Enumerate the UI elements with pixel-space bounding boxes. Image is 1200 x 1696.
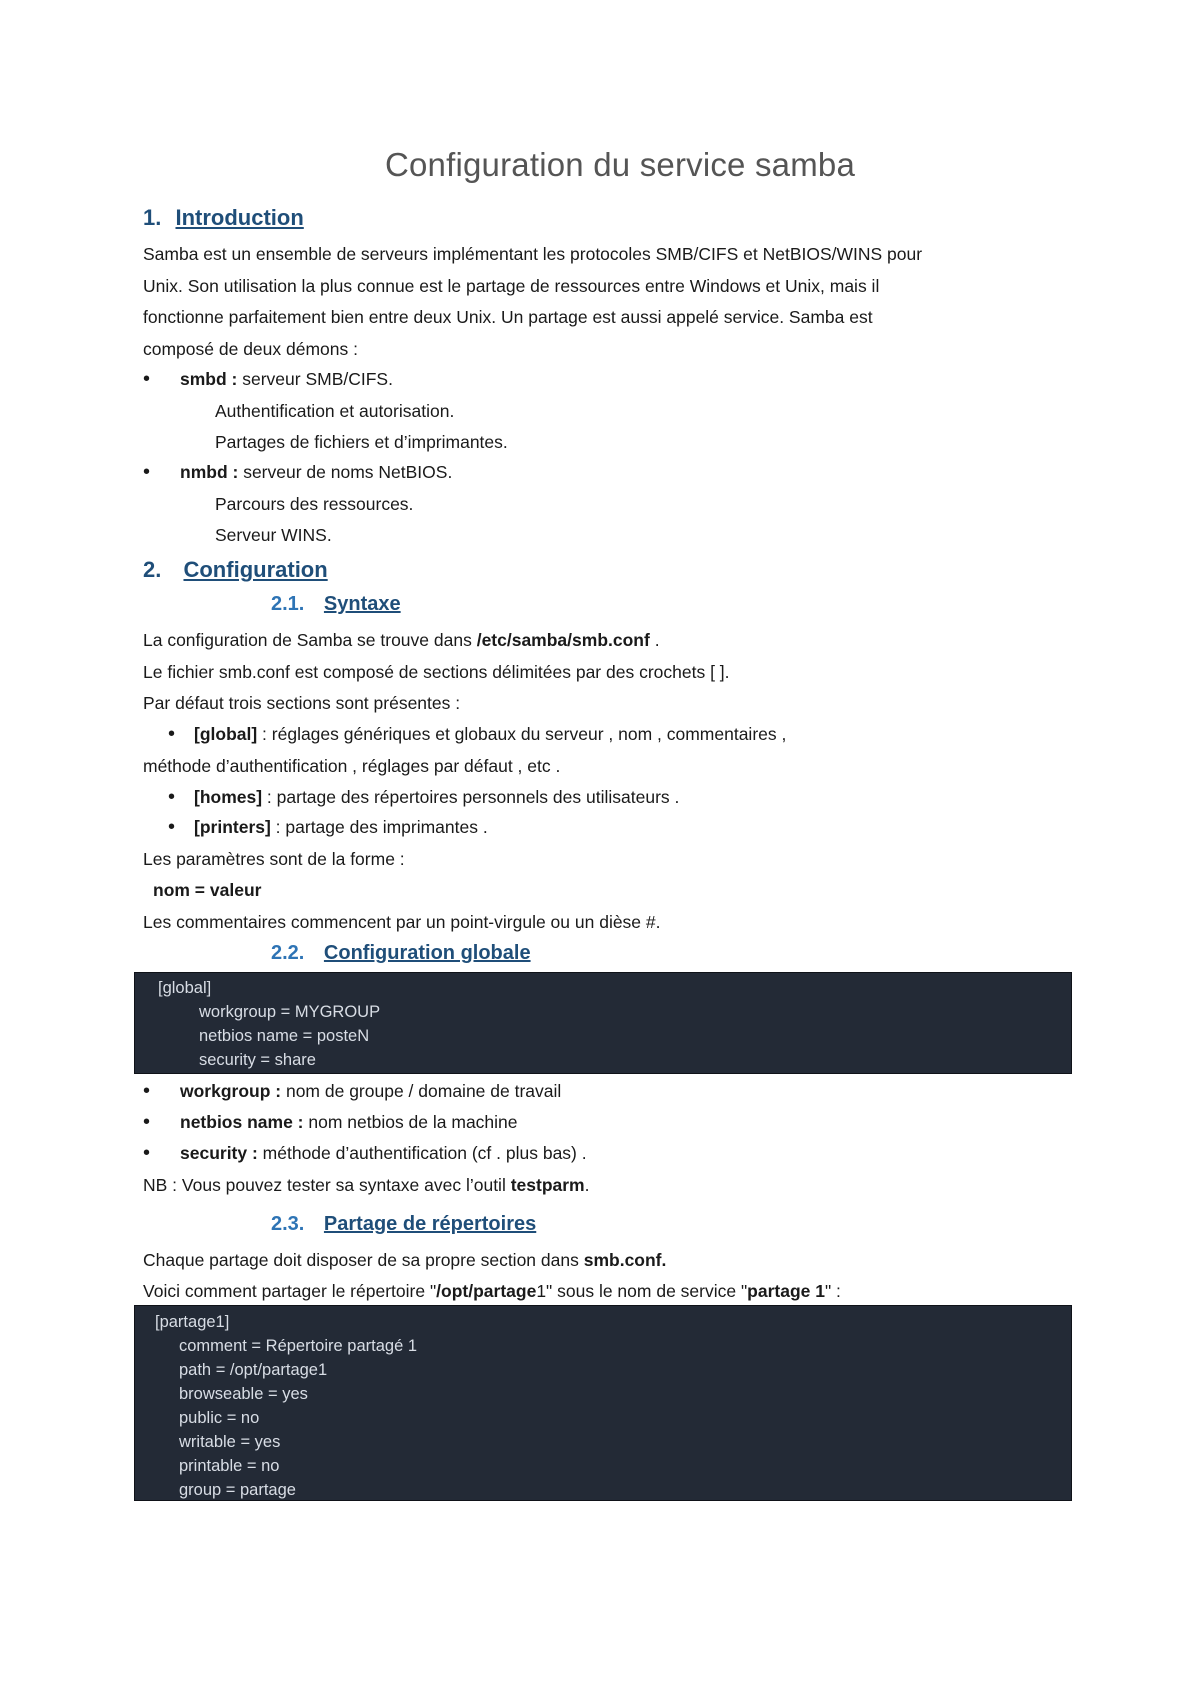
security-term: security : bbox=[180, 1143, 258, 1163]
share-line-1 bbox=[143, 1249, 666, 1271]
global-term: [global] bbox=[194, 724, 258, 744]
bullet-icon: • bbox=[143, 1142, 151, 1164]
share-line-2 bbox=[143, 1280, 841, 1302]
syntax-form: nom = valeur bbox=[153, 880, 262, 900]
code-line: group = partage bbox=[179, 1481, 296, 1499]
nb-end: . bbox=[584, 1175, 590, 1195]
share-line-2-text: Voici comment partager le répertoire " bbox=[143, 1281, 437, 1301]
section-1-number: 1. bbox=[143, 205, 162, 230]
bullet-icon: • bbox=[143, 368, 151, 390]
bullet-icon: • bbox=[143, 1080, 151, 1102]
nmbd-sub-2: Serveur WINS. bbox=[215, 525, 332, 545]
section-1-title: Introduction bbox=[175, 205, 304, 230]
bullet-icon: • bbox=[143, 461, 151, 483]
nmbd-item bbox=[180, 461, 452, 483]
workgroup-item bbox=[180, 1080, 561, 1102]
homes-term: [homes] bbox=[194, 787, 263, 807]
section-2-1-heading bbox=[271, 593, 401, 616]
code-line: [global] bbox=[158, 979, 212, 997]
netbios-term: netbios name : bbox=[180, 1112, 304, 1132]
code-line: [partage1] bbox=[155, 1313, 230, 1331]
homes-item bbox=[194, 786, 679, 808]
code-line: path = /opt/partage1 bbox=[179, 1361, 328, 1379]
section-2-1-title: Syntaxe bbox=[323, 593, 401, 615]
intro-line-1: Samba est un ensemble de serveurs implémentant les protocoles SMB/CIFS et NetBIOS/WINS pour bbox=[143, 244, 923, 264]
syntax-line-6: Les commentaires commencent par un point-virgule ou un dièse #. bbox=[143, 912, 661, 932]
code-line: workgroup = MYGROUP bbox=[199, 1003, 381, 1021]
section-2-3-heading bbox=[271, 1213, 536, 1236]
code-line: netbios name = posteN bbox=[199, 1027, 370, 1045]
section-2-heading bbox=[143, 557, 328, 583]
section-2-2-heading bbox=[271, 942, 531, 965]
section-2-title: Configuration bbox=[183, 557, 328, 582]
section-2-2-number: 2.2. bbox=[271, 942, 305, 964]
smbd-term: smbd : bbox=[180, 369, 238, 389]
syntax-line-4: Les paramètres sont de la forme : bbox=[143, 849, 405, 869]
section-2-3-title: Partage de répertoires bbox=[323, 1213, 537, 1235]
security-item bbox=[180, 1142, 587, 1164]
syntax-line-2: Le fichier smb.conf est composé de sections délimitées par des crochets [ ]. bbox=[143, 662, 730, 682]
bullet-icon: • bbox=[168, 786, 176, 808]
nmbd-sub-1: Parcours des ressources. bbox=[215, 494, 414, 514]
security-desc: méthode d’authentification (cf . plus bas) . bbox=[257, 1143, 587, 1163]
section-2-number: 2. bbox=[143, 557, 162, 582]
syntax-line-1-text: La configuration de Samba se trouve dans bbox=[143, 630, 477, 650]
smb-conf-path: /etc/samba/smb.conf bbox=[476, 630, 650, 650]
homes-desc: : partage des répertoires personnels des utilisateurs . bbox=[262, 787, 680, 807]
code-block-share bbox=[134, 1305, 1072, 1501]
smbd-desc: serveur SMB/CIFS. bbox=[237, 369, 393, 389]
global-item-cont: méthode d’authentification , réglages par défaut , etc . bbox=[143, 756, 561, 776]
bullet-icon: • bbox=[168, 723, 176, 745]
testparm-term: testparm bbox=[510, 1175, 585, 1195]
global-desc: : réglages génériques et globaux du serveur , nom , commentaires , bbox=[257, 724, 787, 744]
smbd-sub-1: Authentification et autorisation. bbox=[215, 401, 455, 421]
code-line: public = no bbox=[179, 1409, 260, 1427]
nb-note bbox=[143, 1174, 590, 1196]
workgroup-term: workgroup : bbox=[180, 1081, 282, 1101]
code-line: writable = yes bbox=[179, 1433, 281, 1451]
smbd-item bbox=[180, 368, 393, 390]
global-item bbox=[194, 723, 786, 745]
netbios-desc: nom netbios de la machine bbox=[303, 1112, 518, 1132]
intro-line-2: Unix. Son utilisation la plus connue est le partage de ressources entre Windows et Unix, mais il bbox=[143, 276, 880, 296]
share-line-2-mid: 1" sous le nom de service " bbox=[536, 1281, 748, 1301]
printers-desc: : partage des imprimantes . bbox=[270, 817, 488, 837]
syntax-line-1 bbox=[143, 629, 660, 651]
nmbd-desc: serveur de noms NetBIOS. bbox=[238, 462, 453, 482]
code-line: security = share bbox=[199, 1051, 316, 1069]
syntax-line-1-end: . bbox=[649, 630, 660, 650]
printers-item bbox=[194, 816, 488, 838]
nb-text: NB : Vous pouvez tester sa syntaxe avec l’outil bbox=[143, 1175, 511, 1195]
syntax-line-3: Par défaut trois sections sont présentes : bbox=[143, 693, 461, 713]
smbd-sub-2: Partages de fichiers et d’imprimantes. bbox=[215, 432, 508, 452]
intro-line-3: fonctionne parfaitement bien entre deux Unix. Un partage est aussi appelé service. Samba est bbox=[143, 307, 873, 327]
code-line: printable = no bbox=[179, 1457, 280, 1475]
share-line-2-end: " : bbox=[824, 1281, 841, 1301]
intro-line-4: composé de deux démons : bbox=[143, 339, 358, 359]
code-line: comment = Répertoire partagé 1 bbox=[179, 1337, 418, 1355]
bullet-icon: • bbox=[143, 1111, 151, 1133]
section-2-3-number: 2.3. bbox=[271, 1213, 305, 1235]
netbios-item bbox=[180, 1111, 518, 1133]
code-line: browseable = yes bbox=[179, 1385, 308, 1403]
bullet-icon: • bbox=[168, 816, 176, 838]
nmbd-term: nmbd : bbox=[180, 462, 239, 482]
section-2-1-number: 2.1. bbox=[271, 593, 305, 615]
smb-conf-term: smb.conf. bbox=[583, 1250, 667, 1270]
section-2-2-title: Configuration globale bbox=[323, 942, 531, 964]
share-path: /opt/partage bbox=[436, 1281, 537, 1301]
printers-term: [printers] bbox=[194, 817, 271, 837]
code-block-global bbox=[134, 972, 1072, 1074]
document-title: Configuration du service samba bbox=[384, 146, 856, 183]
section-1-heading bbox=[143, 205, 304, 231]
share-line-1-text: Chaque partage doit disposer de sa propre section dans bbox=[143, 1250, 584, 1270]
share-name: partage 1 bbox=[747, 1281, 825, 1301]
workgroup-desc: nom de groupe / domaine de travail bbox=[281, 1081, 562, 1101]
